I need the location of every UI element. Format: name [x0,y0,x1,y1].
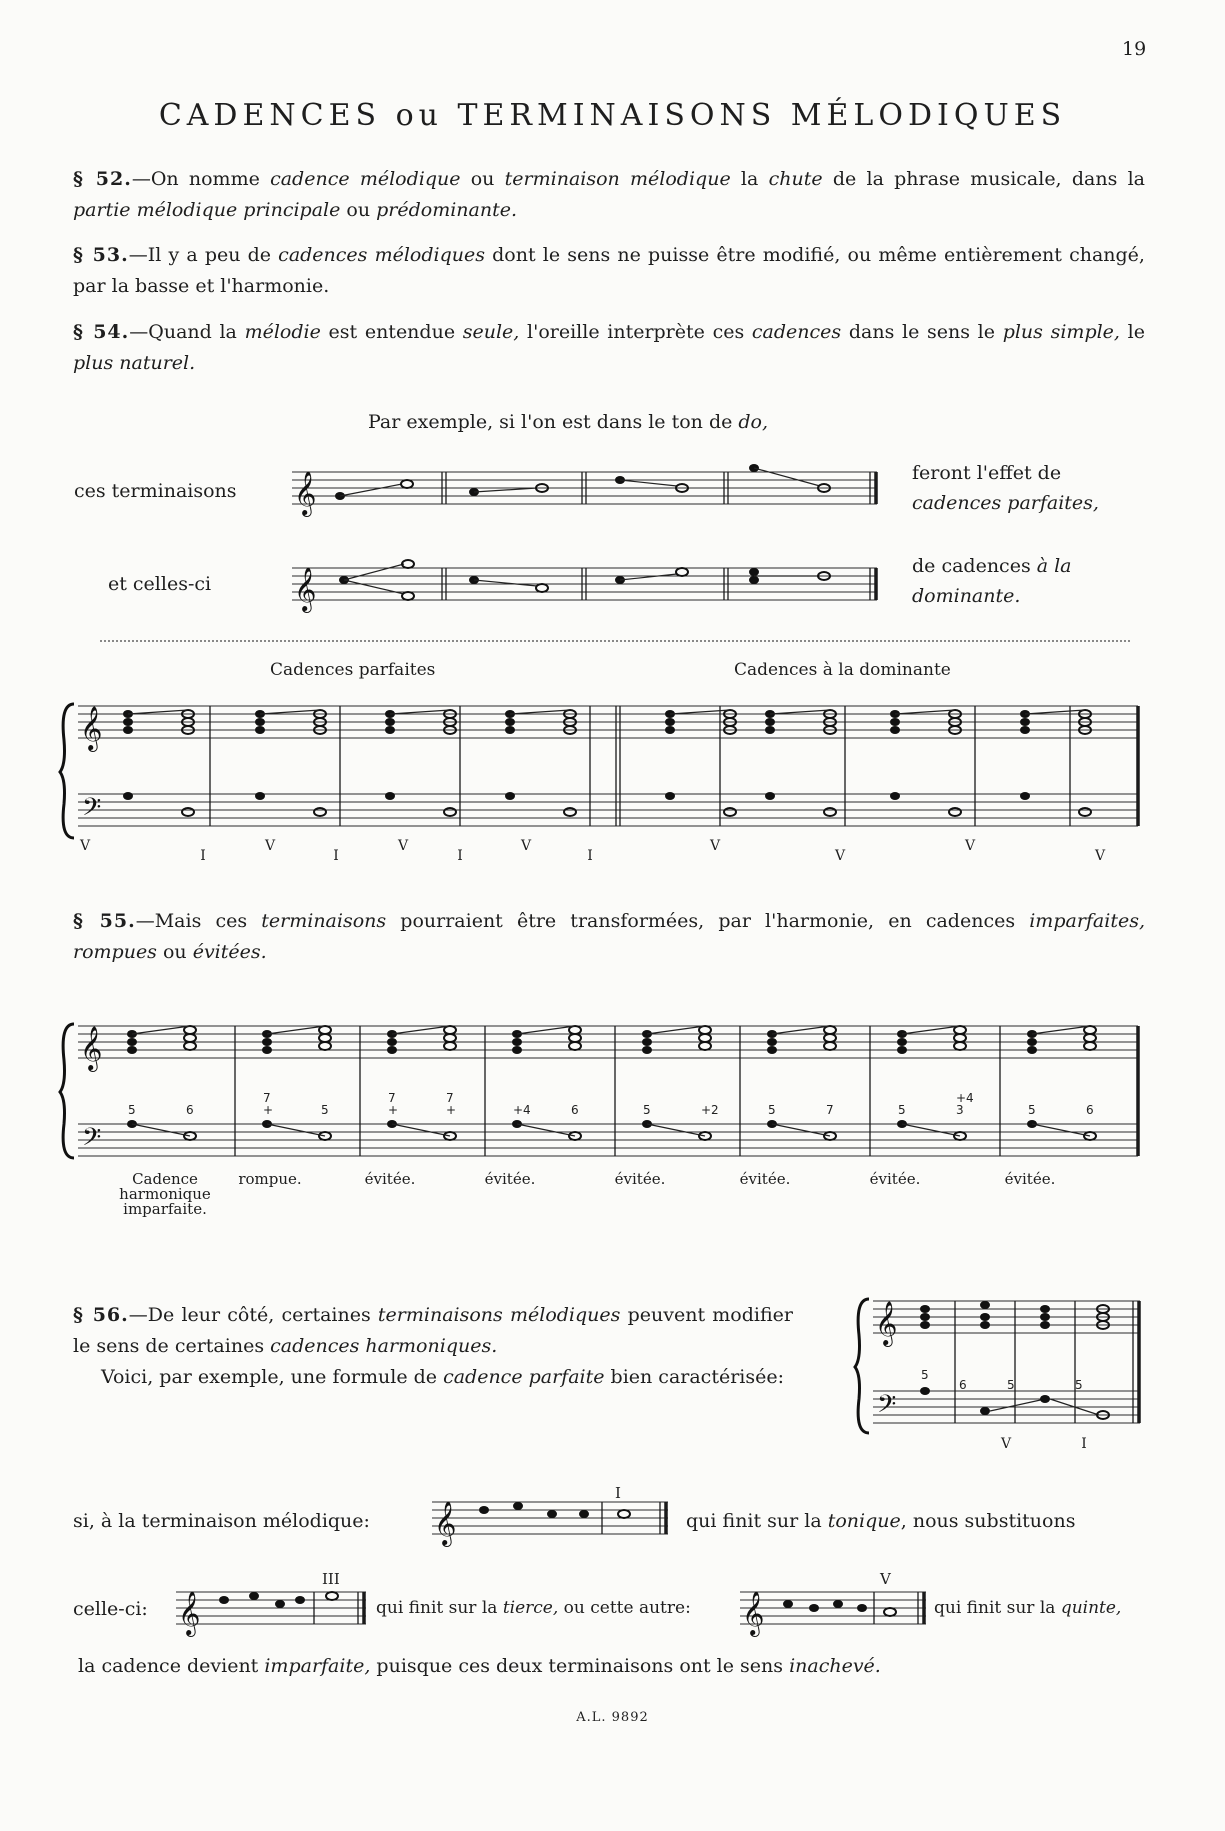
note-head [665,726,675,734]
cadence-caption: Cadence harmonique imparfaite. [119,1170,211,1218]
note-head [699,1026,711,1034]
note-head [765,726,775,734]
melody-fifth-staff [740,1590,930,1635]
figure-label: 5 [321,1103,329,1117]
ex2-right-label-1: de cadences à la [912,555,1072,577]
cadence-caption: évitée. [739,1170,791,1188]
note-head [897,1046,907,1054]
note-head [1020,726,1030,734]
figure-label: 5 [921,1368,929,1382]
paragraph-54: § 54.—Quand la mélodie est entendue seule, l'oreille interprète ces cadences dans le sens le plus simple, le plus naturel. [73,321,1145,374]
paragraph-55: § 55.—Mais ces terminaisons pourraient être transformées, par l'harmonie, en cadences imparfaites, rompues ou évitées. [73,910,1146,963]
system3-grand-staff [855,1295,1145,1445]
note-head [824,1026,836,1034]
note-head [569,1034,581,1042]
section-number: § 56. [73,1304,129,1326]
svg-text:𝄢: 𝄢 [82,1123,102,1158]
note-head [1027,1038,1037,1046]
note-head [897,1038,907,1046]
note-head [319,1034,331,1042]
figure-label: + [388,1103,399,1117]
brace-icon [855,1299,869,1433]
svg-text:𝄞: 𝄞 [434,1501,457,1545]
brace-icon [60,1024,74,1158]
celle-ci-middle: qui finit sur la tierce, ou cette autre: [376,1598,691,1618]
brace-icon [60,704,74,838]
figure-label: 5 [128,1103,136,1117]
note-head [824,808,836,816]
section-number: § 54. [73,321,130,343]
note-head [314,808,326,816]
note-head [123,726,133,734]
note-head [255,718,265,726]
celle-ci-tail: qui finit sur la quinte, [934,1598,1122,1618]
system2-grand-staff [60,1020,1140,1180]
cadence-caption: évitée. [1004,1170,1056,1188]
roman-numeral: V [1000,1436,1012,1452]
voice-line [390,710,450,714]
voice-line [392,1026,450,1034]
svg-text:𝄞: 𝄞 [742,1591,765,1635]
note-head [444,808,456,816]
voice-line [772,1026,830,1034]
figure-label: +2 [701,1103,719,1117]
voice-line [1032,1124,1090,1136]
roman-mark: V [880,1570,891,1588]
note-head [255,726,265,734]
note-head [954,1042,966,1050]
voice-line [517,1124,575,1136]
roman-numeral: V [1094,848,1106,864]
section-number: § 53. [73,244,129,266]
roman-numeral: I [587,848,593,864]
note-head [642,1046,652,1054]
note-head [184,1034,196,1042]
note-head [387,1038,397,1046]
figure-label: + [263,1103,274,1117]
note-head [385,726,395,734]
example-intro: Par exemple, si l'on est dans le ton de do, [368,411,769,433]
note-head [824,1034,836,1042]
note-head [1084,1042,1096,1050]
note-head [949,808,961,816]
note-head [262,1038,272,1046]
note-head [1027,1046,1037,1054]
note-head [564,808,576,816]
note-head [127,1046,137,1054]
figure-label: 7 [446,1091,454,1105]
note-head [767,1038,777,1046]
cadence-caption: évitée. [364,1170,416,1188]
figure-label: 5 [768,1103,776,1117]
note-head [512,1046,522,1054]
note-head [1079,808,1091,816]
system1-label-left: Cadences parfaites [270,660,436,680]
celle-ci-label: celle-ci: [73,1598,148,1620]
figure-label: 3 [956,1103,964,1117]
figure-label: 6 [1086,1103,1094,1117]
voice-line [260,710,320,714]
cadence-caption: évitée. [869,1170,921,1188]
note-head [824,1042,836,1050]
roman-numeral: I [200,848,206,864]
page-number: 19 [1122,38,1147,60]
note-head [505,726,515,734]
roman-numeral: I [333,848,339,864]
note-head [569,1042,581,1050]
note-head [890,792,900,800]
figure-label: 7 [263,1091,271,1105]
roman-numeral: V [79,838,91,854]
figure-label: 5 [898,1103,906,1117]
voice-line [772,1124,830,1136]
note-head [319,1042,331,1050]
figure-label: 7 [826,1103,834,1117]
roman-numeral: I [1081,1436,1087,1452]
roman-numeral: V [964,838,976,854]
note-head [505,718,515,726]
voice-line [902,1026,960,1034]
figure-label: 6 [571,1103,579,1117]
svg-text:𝄞: 𝄞 [80,706,103,750]
note-head [385,718,395,726]
paragraph-53: § 53.—Il y a peu de cadences mélodiques dont le sens ne puisse être modifié, ou même entièrement changé, par la basse et l'harmonie. [73,244,1145,297]
melody-third-staff [176,1590,371,1635]
ex1-staff [292,470,882,515]
note-head [890,726,900,734]
note-head [724,808,736,816]
note-head [767,1046,777,1054]
note-head [512,1038,522,1046]
page-title: CADENCES ou TERMINAISONS MÉLODIQUES [158,98,1067,133]
roman-mark: III [322,1570,340,1588]
ex2-left-label: et celles-ci [108,573,212,595]
voice-line [132,1124,190,1136]
roman-numeral: V [834,848,846,864]
figure-label: 6 [959,1378,967,1392]
note-head [127,1038,137,1046]
note-head [665,792,675,800]
note-head [954,1026,966,1034]
voice-line [392,1124,450,1136]
note-head [1020,792,1030,800]
figure-label: 5 [643,1103,651,1117]
voice-line [647,1124,705,1136]
note-head [569,1026,581,1034]
svg-text:𝄞: 𝄞 [294,567,317,611]
dotted-divider [100,640,1130,642]
cadence-caption: évitée. [484,1170,536,1188]
si-line-tail: qui finit sur la tonique, nous substituons [686,1510,1076,1532]
figure-label: 5 [1028,1103,1036,1117]
note-head [123,792,133,800]
plate-number: A.L. 9892 [576,1710,649,1725]
figure-label: 5 [1075,1378,1083,1392]
voice-line [770,710,830,714]
svg-text:𝄞: 𝄞 [875,1301,898,1345]
note-head [1084,1034,1096,1042]
ex2-staff [292,566,882,611]
note-head [665,718,675,726]
note-head [385,792,395,800]
note-head [1020,718,1030,726]
melody-tonic-staff [432,1500,672,1545]
figure-label: +4 [956,1091,974,1105]
figure-label: 7 [388,1091,396,1105]
voice-line [517,1026,575,1034]
note-head [444,1026,456,1034]
note-head [890,718,900,726]
voice-line [128,710,188,714]
paragraph-56: § 56.—De leur côté, certaines terminaisons mélodiques peuvent modifier le sens de certaines cadences harmoniques. Voici, par exemple, une formule de cadence parfaite bien caractérisée: [73,1304,793,1388]
svg-text:𝄢: 𝄢 [82,793,102,828]
note-head [123,718,133,726]
voice-line [670,710,730,714]
cadence-caption: évitée. [614,1170,666,1188]
ex2-right-label-2: dominante. [912,585,1021,607]
note-head [765,718,775,726]
voice-line [510,710,570,714]
note-head [444,1042,456,1050]
note-head [699,1042,711,1050]
note-head [182,808,194,816]
voice-line [902,1124,960,1136]
roman-mark: I [615,1484,621,1502]
note-head [444,1034,456,1042]
roman-numeral: I [457,848,463,864]
note-head [319,1026,331,1034]
figure-label: +4 [513,1103,531,1117]
note-head [699,1034,711,1042]
section-number: § 52. [73,168,132,190]
voice-line [647,1026,705,1034]
ex1-right-label-2: cadences parfaites, [912,492,1099,514]
system1-label-right: Cadences à la dominante [734,660,951,680]
si-line-label: si, à la terminaison mélodique: [73,1510,370,1532]
roman-numeral: V [264,838,276,854]
roman-numeral: V [397,838,409,854]
note-head [262,1046,272,1054]
cadence-caption: rompue. [238,1170,302,1188]
note-head [954,1034,966,1042]
note-head [184,1026,196,1034]
ex1-right-label-1: feront l'effet de [912,462,1062,484]
voice-line [132,1026,190,1034]
paragraph-52: § 52.—On nomme cadence mélodique ou terminaison mélodique la chute de la phrase musicale, dans la partie mélodique principale ou prédominante. [73,168,1145,221]
system1-grand-staff [60,700,1140,850]
svg-text:𝄞: 𝄞 [178,1591,201,1635]
ex1-left-label: ces terminaisons [74,480,237,502]
roman-numeral: V [709,838,721,854]
note-head [765,792,775,800]
section-number: § 55. [73,910,136,932]
roman-numeral: V [520,838,532,854]
voice-line [267,1124,325,1136]
note-head [642,1038,652,1046]
treble-clef-icon: 𝄞 [294,471,317,515]
svg-text:𝄞: 𝄞 [80,1026,103,1070]
conclusion-line: la cadence devient imparfaite, puisque ces deux terminaisons ont le sens inachevé. [78,1655,881,1677]
figure-label: 5 [1007,1378,1015,1392]
voice-line [1025,710,1085,714]
note-head [1084,1026,1096,1034]
voice-line [895,710,955,714]
note-head [184,1042,196,1050]
voice-line [267,1026,325,1034]
figure-label: + [446,1103,457,1117]
note-head [505,792,515,800]
note-head [387,1046,397,1054]
svg-text:𝄢: 𝄢 [877,1390,897,1425]
voice-line [1032,1026,1090,1034]
note-head [255,792,265,800]
figure-label: 6 [186,1103,194,1117]
